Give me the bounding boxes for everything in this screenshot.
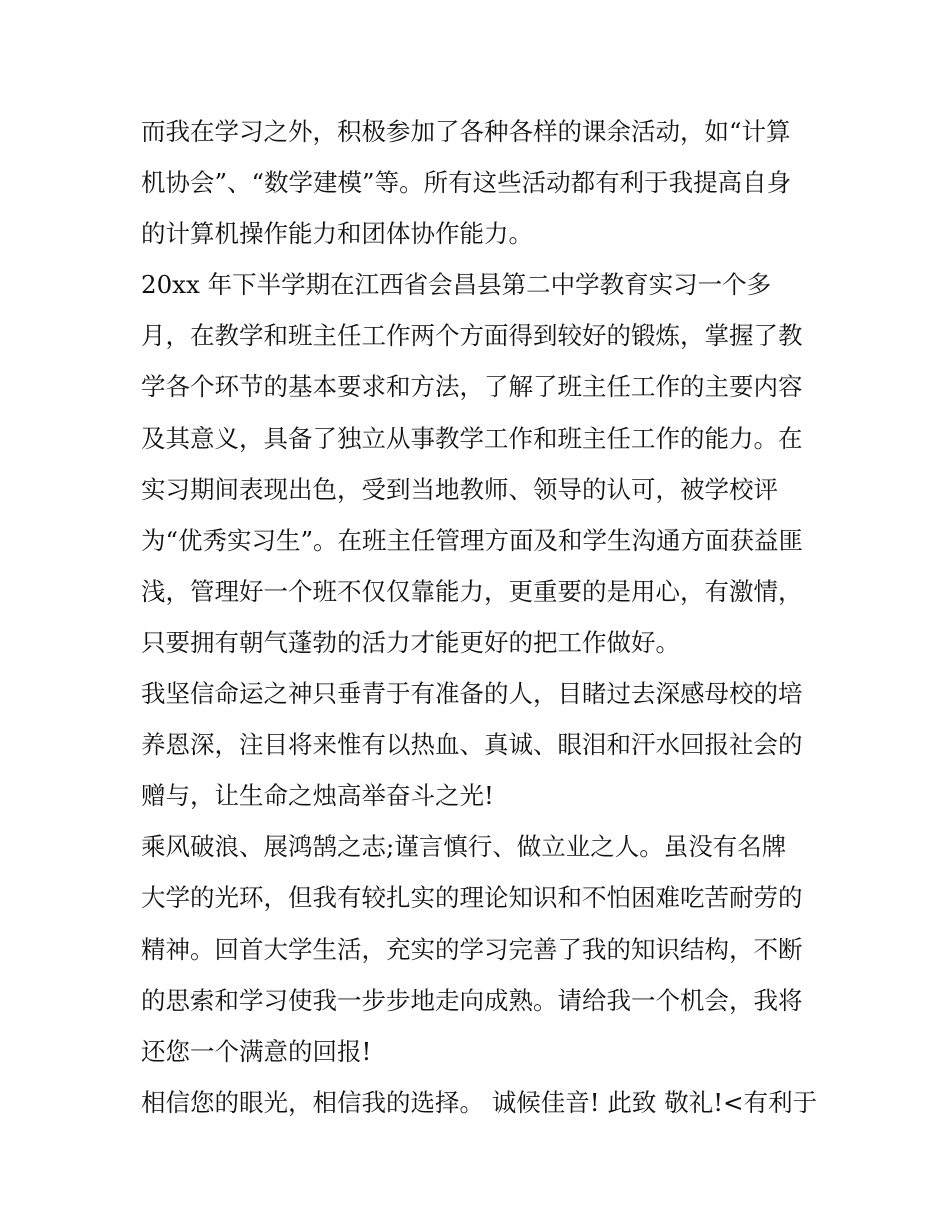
- text-line: 乘风破浪、展鸿鹄之志;谨言慎行、做立业之人。虽没有名牌: [141, 832, 787, 862]
- text-line: 20xx 年下半学期在江西省会昌县第二中学教育实习一个多: [141, 270, 772, 300]
- text-line: 精神。回首大学生活，充实的学习完善了我的知识结构，不断: [141, 934, 803, 964]
- text-line: 大学的光环，但我有较扎实的理论知识和不怕困难吃苦耐劳的: [141, 883, 803, 913]
- text-line: 相信您的眼光，相信我的选择。 诚候佳音! 此致 敬礼!<有利于: [141, 1087, 818, 1117]
- text-line: 及其意义，具备了独立从事教学工作和班主任工作的能力。在: [141, 423, 803, 453]
- text-line: 而我在学习之外，积极参加了各种各样的课余活动，如“计算: [141, 117, 791, 146]
- text-line: 机协会”、“数学建模”等。所有这些活动都有利于我提高自身: [141, 168, 792, 198]
- body-text: [141, 106, 821, 1128]
- text-line: 的思索和学习使我一步步地走向成熟。请给我一个机会，我将: [141, 985, 803, 1015]
- text-line: 月，在教学和班主任工作两个方面得到较好的锻炼，掌握了教: [141, 321, 803, 351]
- text-line: 学各个环节的基本要求和方法，了解了班主任工作的主要内容: [141, 372, 803, 402]
- text-line: 赠与，让生命之烛高举奋斗之光!: [141, 781, 494, 811]
- text-line: 我坚信命运之神只垂青于有准备的人，目睹过去深感母校的培: [141, 679, 803, 709]
- text-line: 的计算机操作能力和团体协作能力。: [141, 219, 533, 249]
- text-line: 只要拥有朝气蓬勃的活力才能更好的把工作做好。: [141, 627, 680, 657]
- text-line: 为“优秀实习生”。在班主任管理方面及和学生沟通方面获益匪: [141, 525, 804, 555]
- text-line: 养恩深，注目将来惟有以热血、真诚、眼泪和汗水回报社会的: [141, 730, 803, 760]
- text-line: 实习期间表现出色，受到当地教师、领导的认可，被学校评: [141, 474, 778, 504]
- text-line: 还您一个满意的回报!: [141, 1036, 372, 1066]
- text-line: 浅，管理好一个班不仅仅靠能力，更重要的是用心，有激情，: [141, 576, 803, 606]
